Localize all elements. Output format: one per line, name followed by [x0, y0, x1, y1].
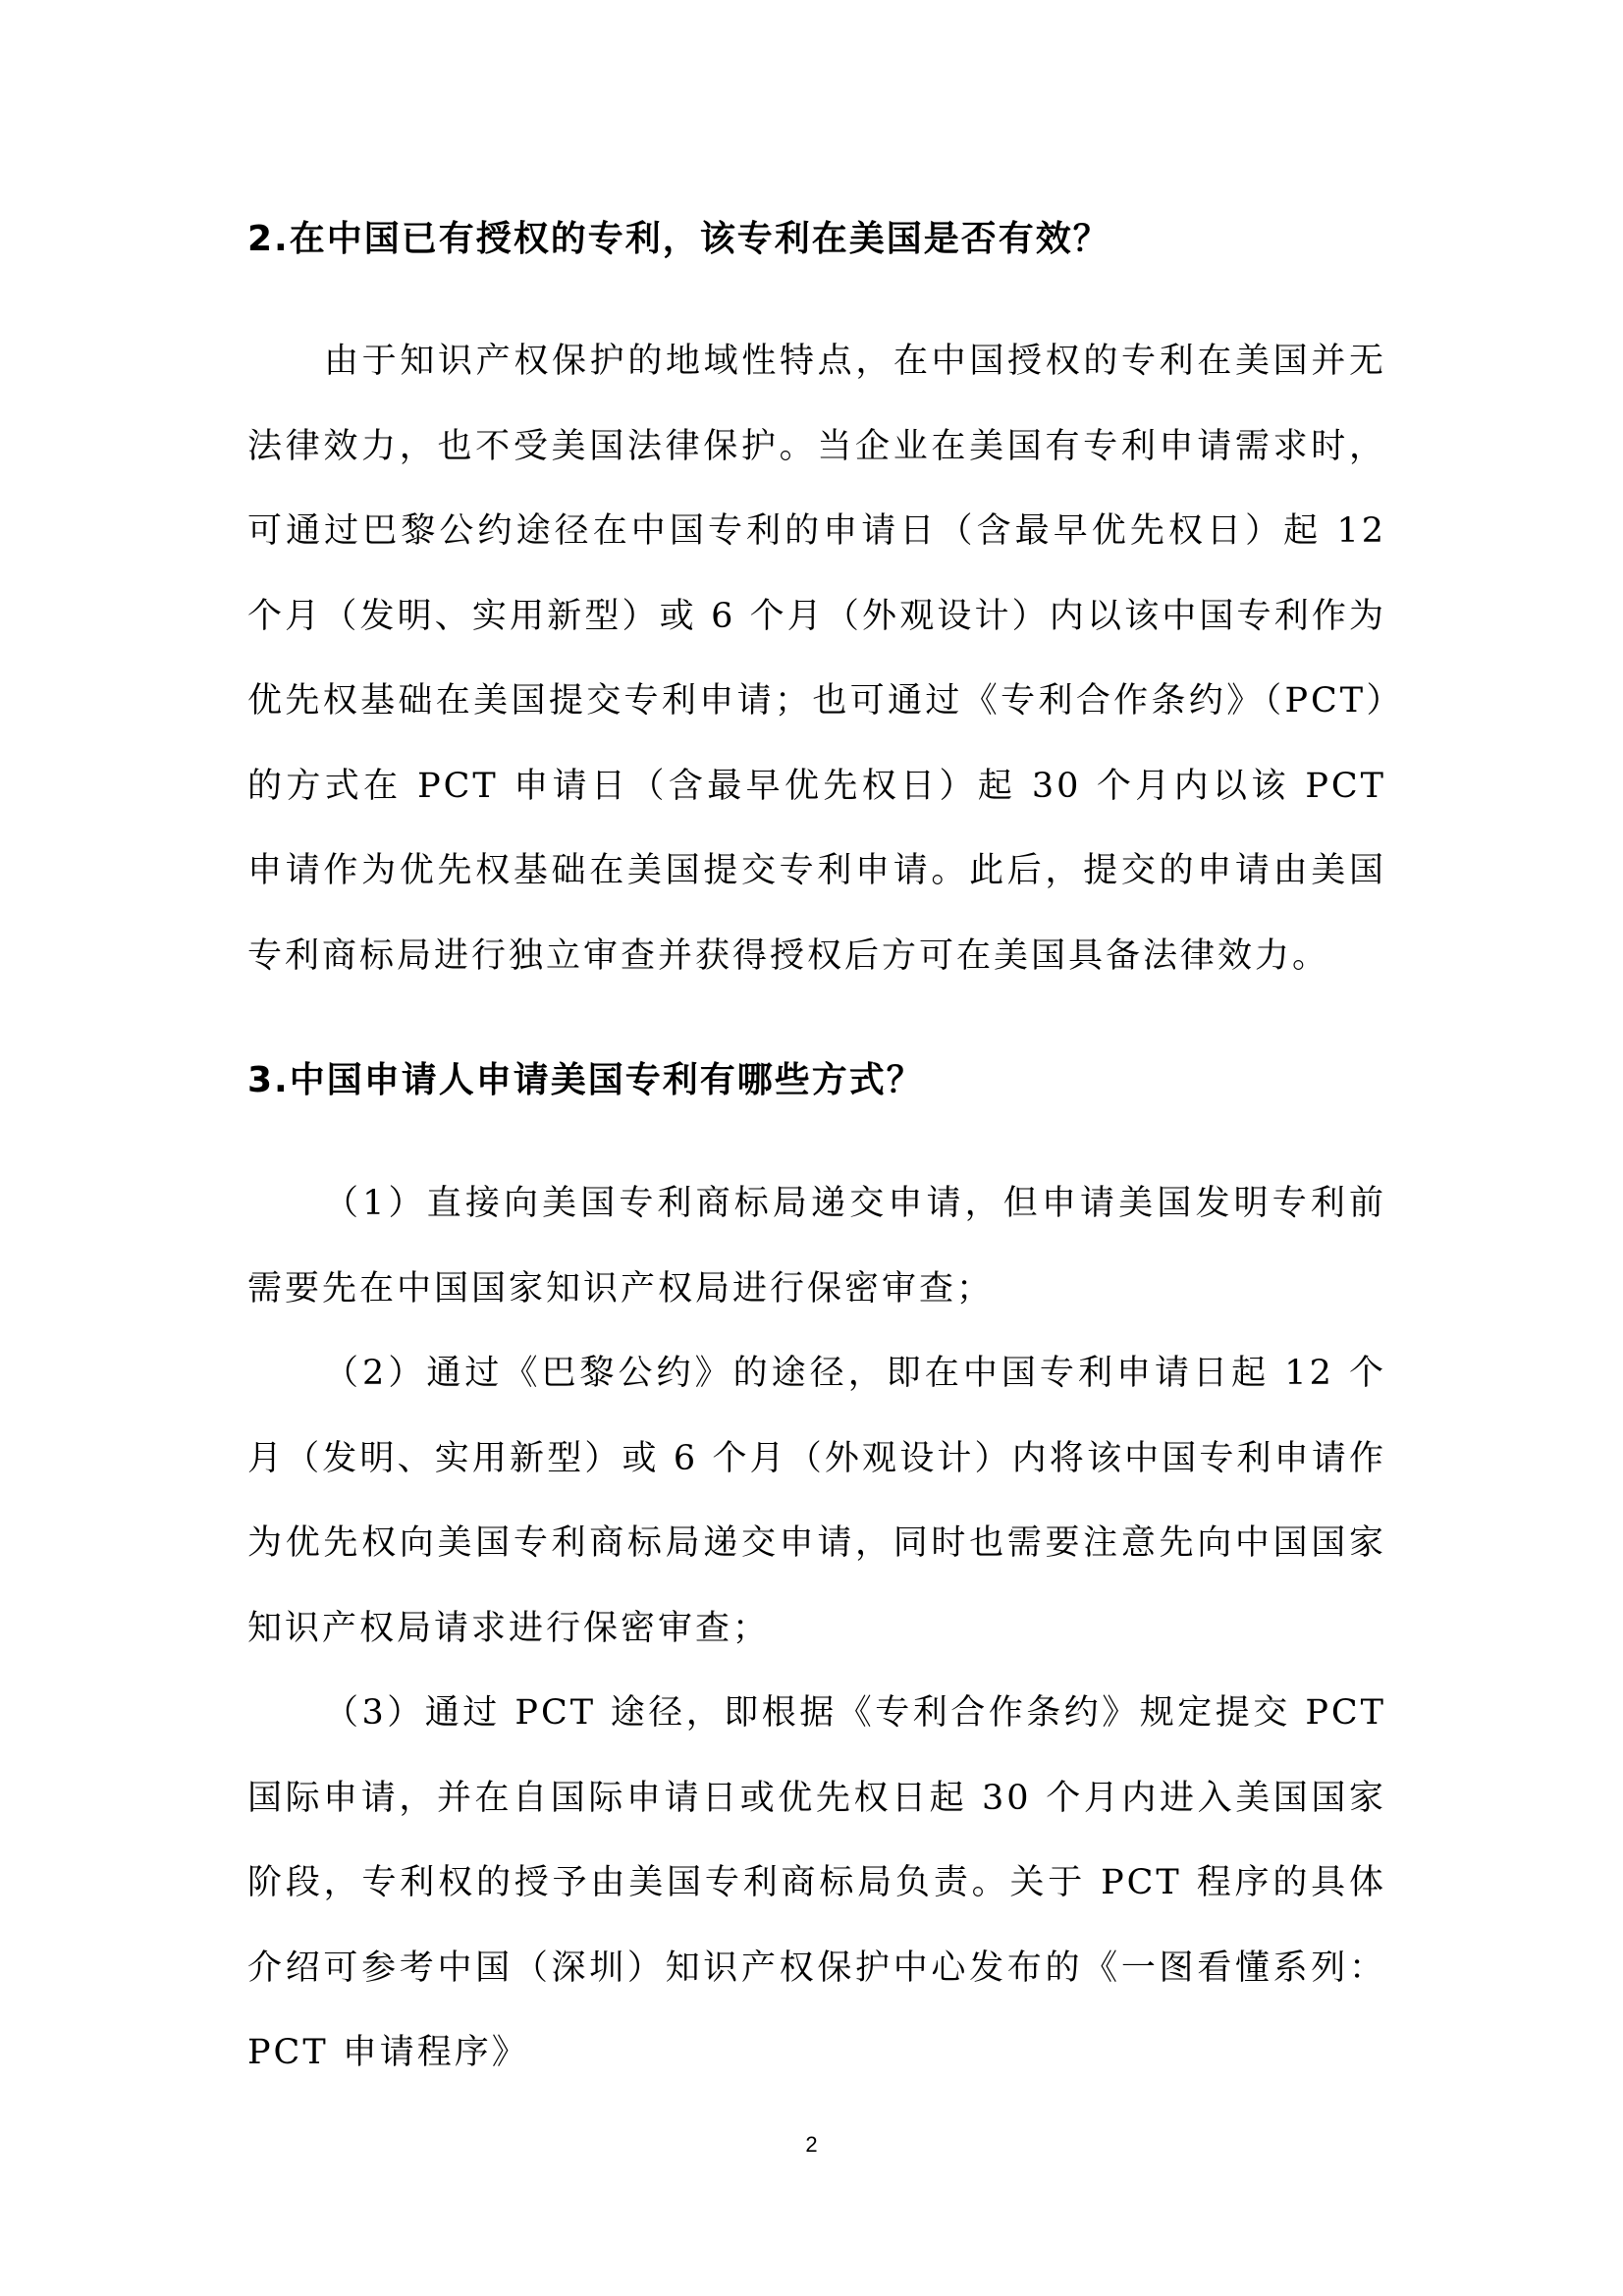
page-number: 2	[805, 2132, 818, 2157]
section-heading-q3: 3.中国申请人申请美国专利有哪些方式？	[247, 1060, 924, 1100]
answer-paragraph-q3-item2: （2）通过《巴黎公约》的途径，即在中国专利申请日起 12 个月（发明、实用新型）或 6 个月（外观设计）内将该中国专利申请作为优先权向美国专利商标局递交申请，同时也需要注意先向中国国家知识产权局请求进行保密审查；	[247, 1354, 1386, 1648]
section-heading-q2: 2.在中国已有授权的专利，该专利在美国是否有效？	[247, 219, 1110, 259]
answer-paragraph-q3-item3: （3）通过 PCT 途径，即根据《专利合作条约》规定提交 PCT 国际申请，并在自国际申请日或优先权日起 30 个月内进入美国国家阶段，专利权的授予由美国专利商标局负责。关于 PCT 程序的具体介绍可参考中国（深圳）知识产权保护中心发布的《一图看懂系列：PCT 申请程序》	[247, 1693, 1386, 2072]
answer-paragraph-q3-item1: （1）直接向美国专利商标局递交申请，但申请美国发明专利前需要先在中国国家知识产权局进行保密审查；	[247, 1184, 1386, 1308]
answer-paragraph-q2: 由于知识产权保护的地域性特点，在中国授权的专利在美国并无法律效力，也不受美国法律保护。当企业在美国有专利申请需求时，可通过巴黎公约途径在中国专利的申请日（含最早优先权日）起 12 个月（发明、实用新型）或 6 个月（外观设计）内以该中国专利作为优先权基础在美国提交专利申请；也可通过《专利合作条约》（PCT）的方式在 PCT 申请日（含最早优先权日）起 30 个月内以该 PCT 申请作为优先权基础在美国提交专利申请。此后，提交的申请由美国专利商标局进行独立审查并获得授权后方可在美国具备法律效力。	[247, 342, 1386, 976]
